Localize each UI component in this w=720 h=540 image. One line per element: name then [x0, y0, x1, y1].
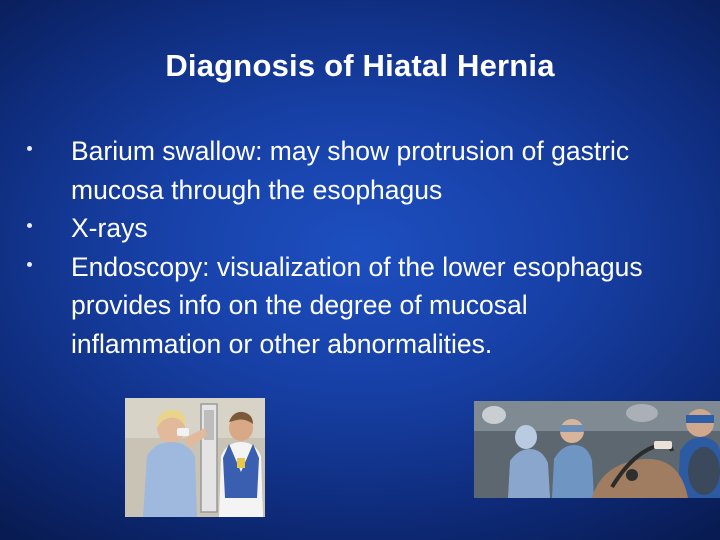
bullet-item-barium-swallow: [0, 132, 681, 209]
bullet-item-endoscopy: [0, 248, 681, 364]
bullet-list: [0, 132, 700, 363]
bullet-text: Endoscopy: visualization of the lower esophagus provides info on the degree of mucosal inflammation or other abnormalities.: [71, 251, 643, 359]
bullet-item-x-rays: [0, 209, 681, 248]
bullet-dot-icon: [27, 223, 32, 228]
slide-title: Diagnosis of Hiatal Hernia: [165, 48, 555, 83]
bullet-dot-icon: [27, 262, 32, 267]
bullet-dot-icon: [27, 146, 32, 151]
xray-patient-photo: [125, 398, 265, 517]
endoscopy-procedure-photo: [474, 401, 720, 498]
endoscopy-procedure-illustration: [474, 401, 720, 498]
bullet-text: Barium swallow: may show protrusion of gastric mucosa through the esophagus: [71, 136, 630, 205]
xray-patient-illustration: [125, 398, 265, 517]
bullet-text: X-rays: [71, 213, 148, 243]
